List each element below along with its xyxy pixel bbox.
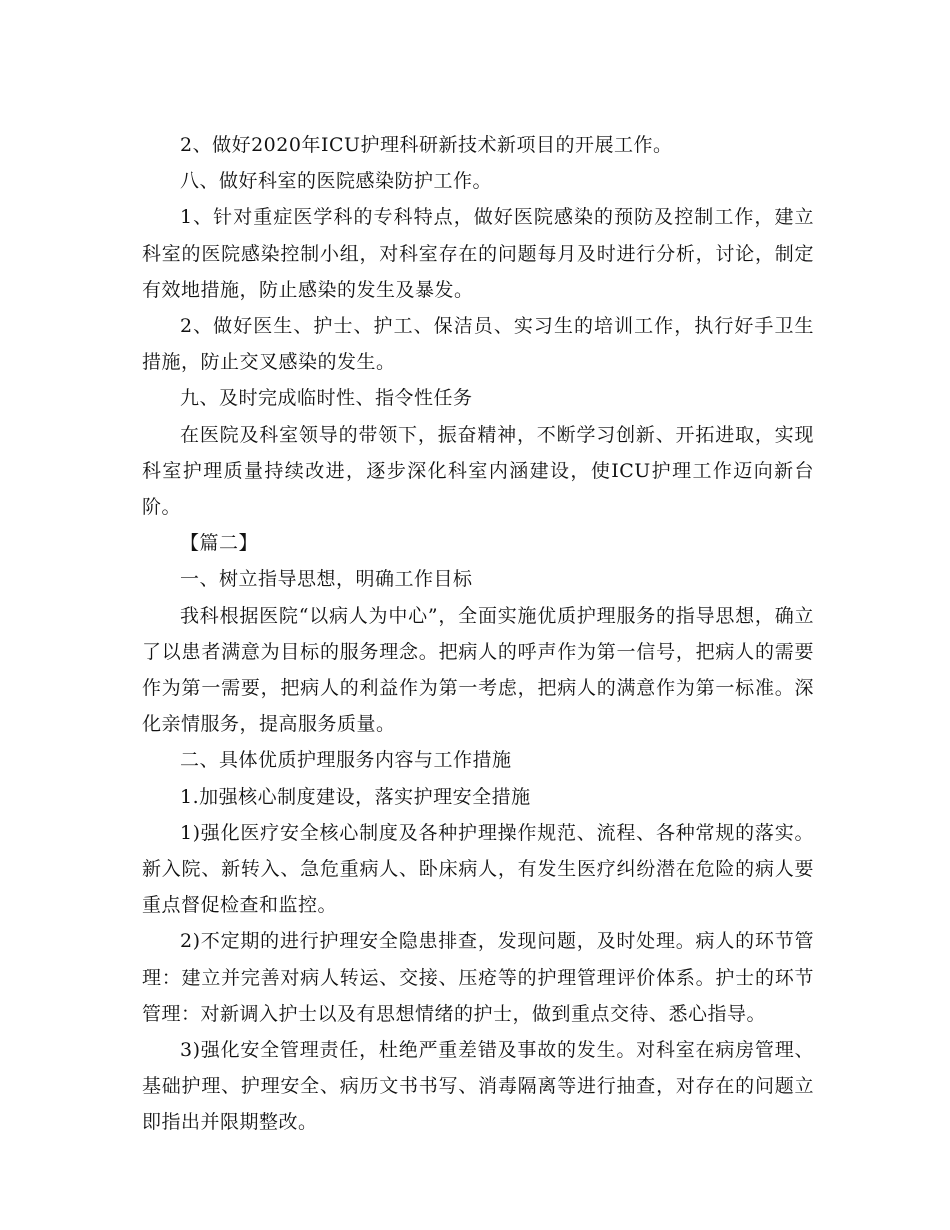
paragraph-safety-responsibility: 3)强化安全管理责任，杜绝严重差错及事故的发生。对科室在病房管理、基础护理、护理安全、病历文书书写、消毒隔离等进行抽查，对存在的问题立即指出并限期整改。 [142, 1039, 814, 1134]
paragraph-service-philosophy: 我科根据医院“以病人为中心”，全面实施优质护理服务的指导思想，确立了以患者满意为目标的服务理念。把病人的呼声作为第一信号，把病人的需要作为第一需要，把病人的利益作为第一考虑，把病人的满意作为第一标准。深化亲情服务，提高服务质量。 [142, 604, 814, 736]
paragraph-training: 2、做好医生、护士、护工、保洁员、实习生的培训工作，执行好手卫生措施，防止交叉感染的发生。 [142, 315, 814, 374]
paragraph-infection-prevention: 1、针对重症医学科的专科特点，做好医院感染的预防及控制工作，建立科室的医院感染控制小组，对科室存在的问题每月及时进行分析，讨论，制定有效地措施，防止感染的发生及暴发。 [142, 206, 814, 301]
document-body [142, 127, 814, 1141]
paragraph-hazard-inspection: 2)不定期的进行护理安全隐患排查，发现问题，及时处理。病人的环节管理：建立并完善对病人转运、交接、压疮等的护理管理评价体系。护士的环节管理：对新调入护士以及有思想情绪的护士，做到重点交待、悉心指导。 [142, 930, 814, 1025]
part-two-heading: 【篇二】 [180, 532, 259, 555]
paragraph-leadership: 在医院及科室领导的带领下，振奋精神，不断学习创新、开拓进取，实现科室护理质量持续改进，逐步深化科室内涵建设，使ICU护理工作迈向新台阶。 [142, 423, 814, 519]
paragraph-safety-core: 1)强化医疗安全核心制度及各种护理操作规范、流程、各种常规的落实。新入院、新转入、急危重病人、卧床病人，有发生医疗纠纷潜在危险的病人要重点督促检查和监控。 [142, 821, 814, 917]
section-heading-infection-control: 八、做好科室的医院感染防护工作。 [180, 170, 493, 193]
section-heading-guiding-thought: 一、树立指导思想，明确工作目标 [180, 568, 473, 591]
paragraph-item-2-research: 2、做好2020年ICU护理科研新技术新项目的开展工作。 [180, 134, 673, 156]
section-heading-service-measures: 二、具体优质护理服务内容与工作措施 [180, 749, 512, 772]
subheading-core-system: 1.加强核心制度建设，落实护理安全措施 [180, 785, 531, 808]
section-heading-temporary-tasks: 九、及时完成临时性、指令性任务 [180, 387, 473, 410]
